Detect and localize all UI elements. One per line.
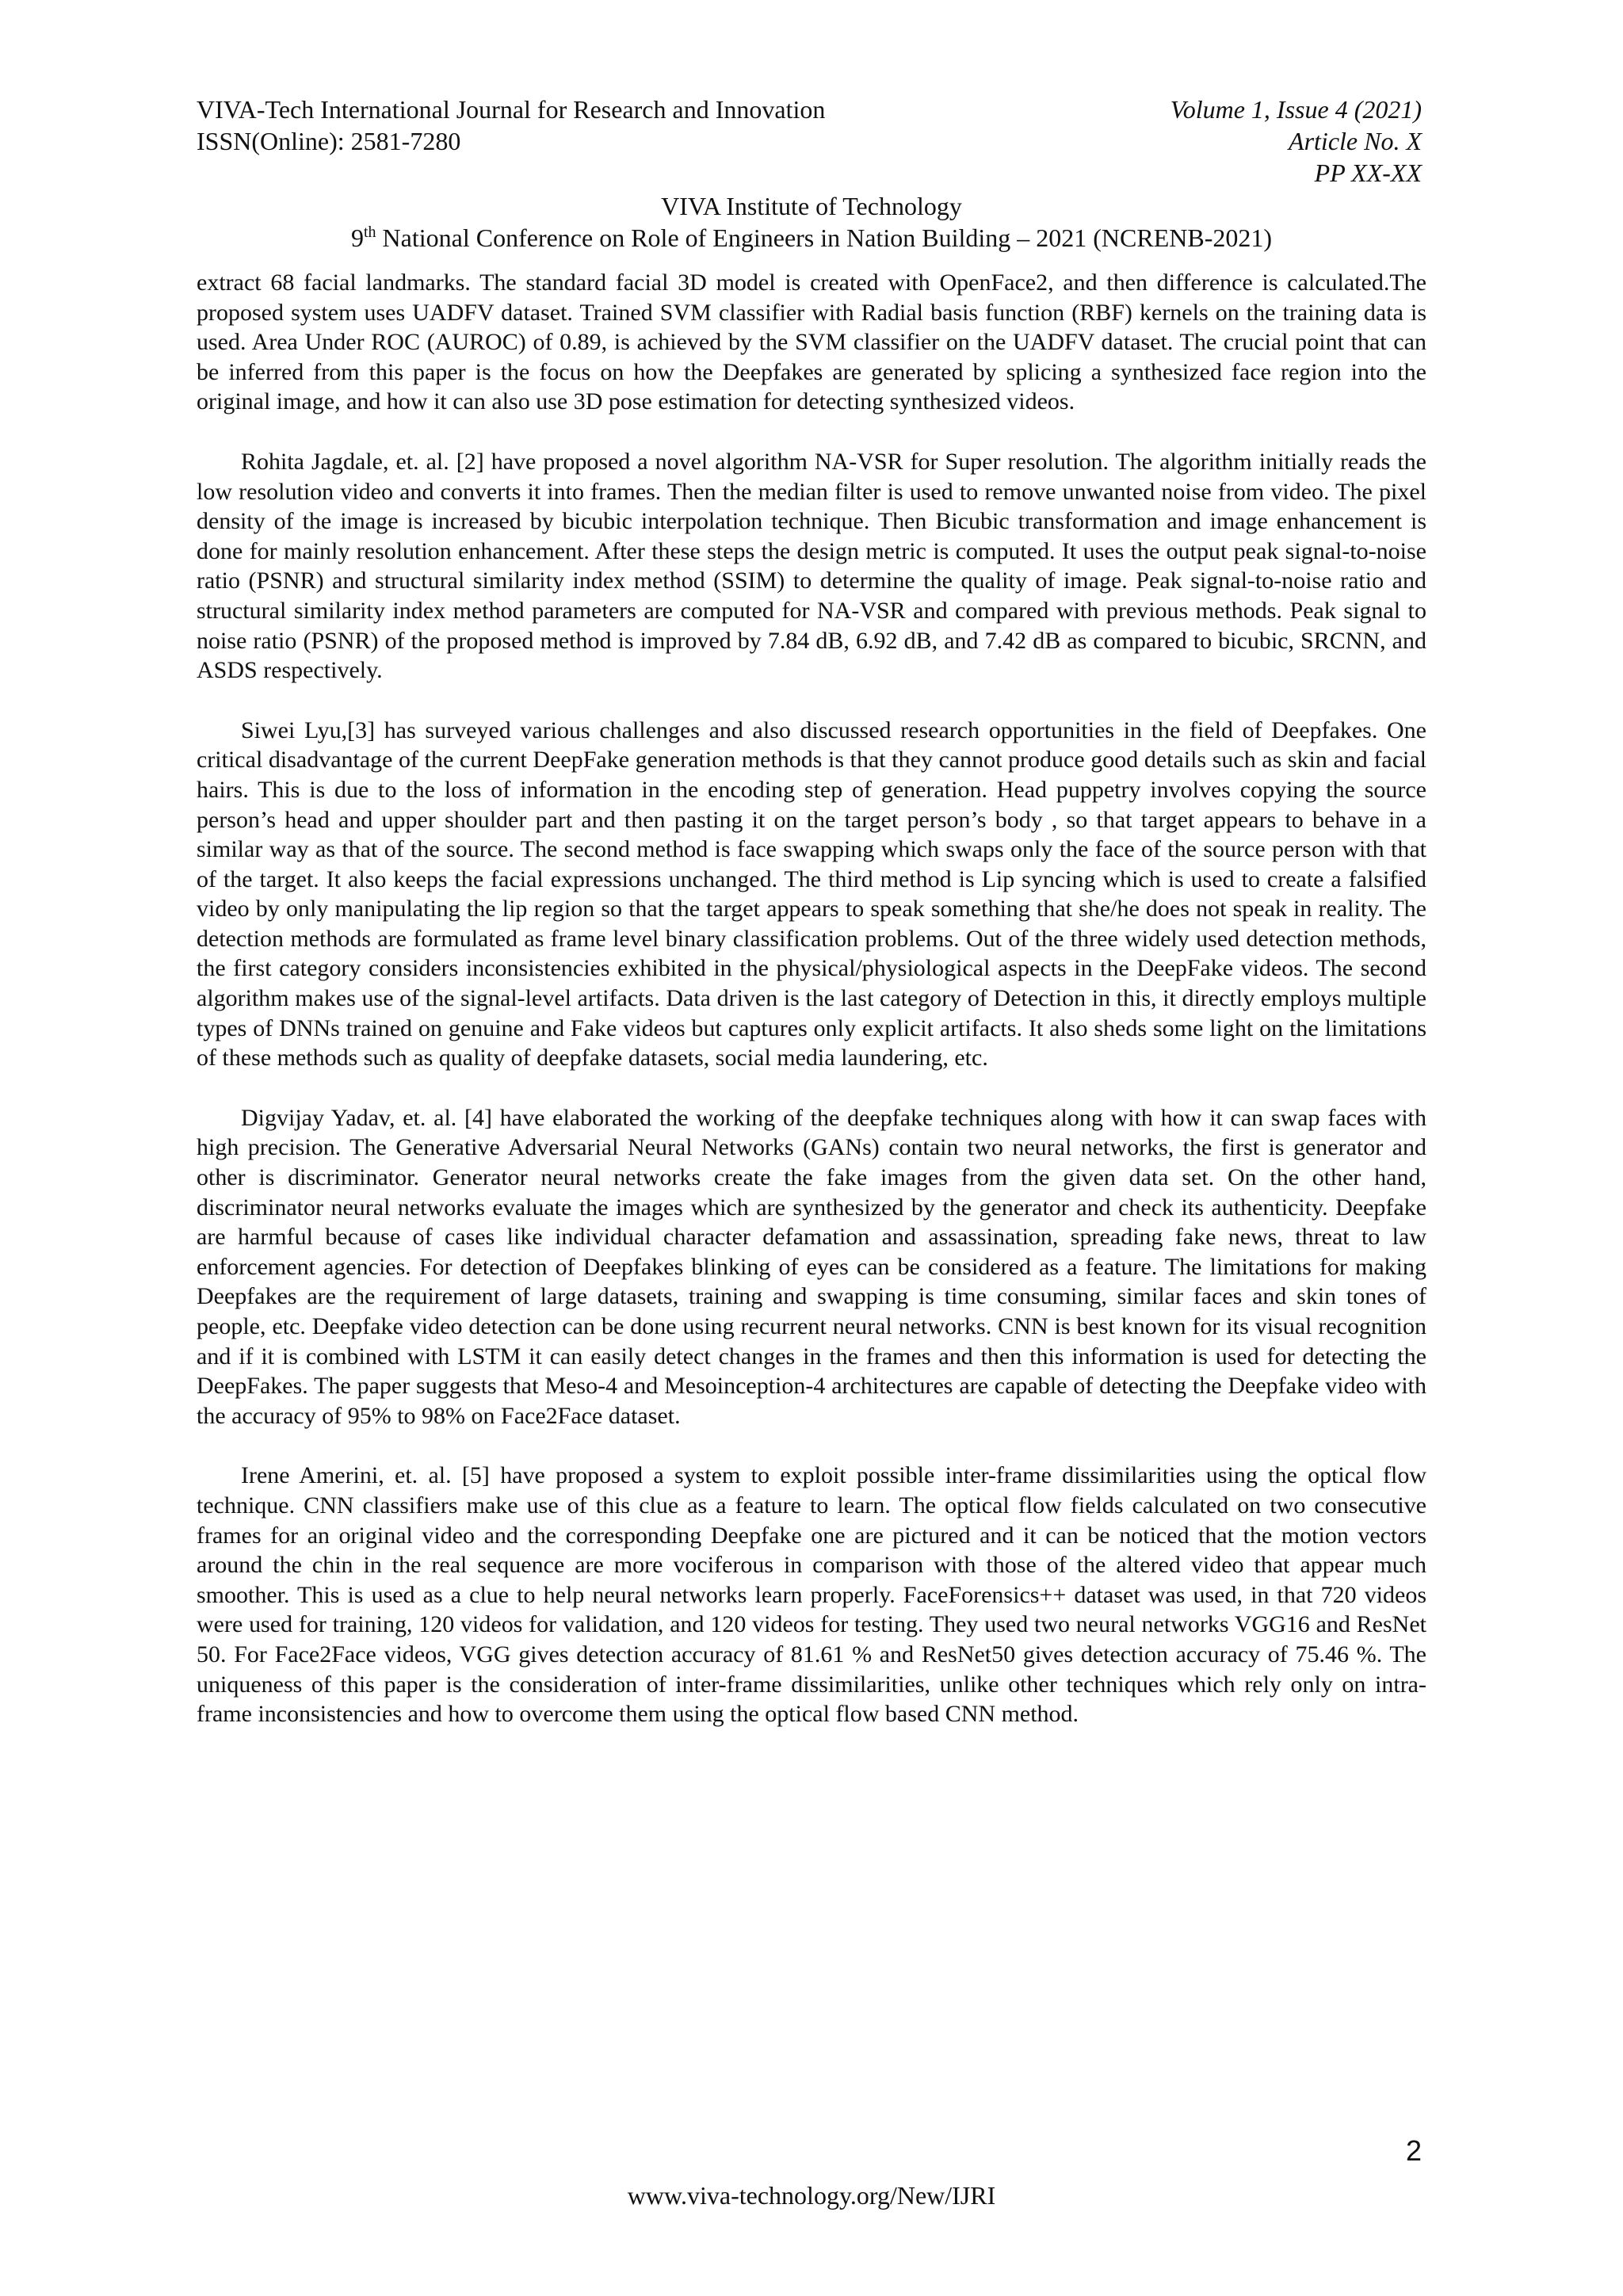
conference-title: National Conference on Role of Engineers in Nation Building – 2021 (NCRENB-2021) <box>376 223 1273 252</box>
conference-name <box>0 222 1623 254</box>
paragraph-amerini: Irene Amerini, et. al. [5] have proposed a system to exploit possible inter-frame dissimilarities using the optical flow technique. CNN classifiers make use of this clue as a feature to learn. The optical flow fields calculated on two consecutive frames for an original video and the corresponding Deepfake one are pictured and it can be noticed that the motion vectors around the chin in the real sequence are more vociferous in comparison with those of the altered video that appear much smoother. This is used as a clue to help neural networks learn properly. FaceForensics++ dataset was used, in that 720 videos were used for training, 120 videos for validation, and 120 videos for testing. They used two neural networks VGG16 and ResNet 50. For Face2Face videos, VGG gives detection accuracy of 81.61 % and ResNet50 gives detection accuracy of 75.46 %. The uniqueness of this paper is the consideration of inter-frame dissimilarities, unlike other techniques which rely only on intra-frame inconsistencies and how to overcome them using the optical flow based CNN method. <box>197 1462 1426 1728</box>
journal-issn: ISSN(Online): 2581-7280 <box>197 127 461 155</box>
paragraph-yadav: Digvijay Yadav, et. al. [4] have elaborated the working of the deepfake techniques along with how it can swap faces with high precision. The Generative Adversarial Neural Networks (GANs) contain two neural networks, the first is generator and other is discriminator. Generator neural networks create the fake images from the given data set. On the other hand, discriminator neural networks evaluate the images which are synthesized by the generator and check its authenticity. Deepfake are harmful because of cases like individual character defamation and assassination, spreading fake news, threat to law enforcement agencies. For detection of Deepfakes blinking of eyes can be considered as a feature. The limitations for making Deepfakes are the requirement of large datasets, training and swapping is time consuming, similar faces and skin tones of people, etc. Deepfake video detection can be done using recurrent neural networks. CNN is best known for its visual recognition and if it is combined with LSTM it can easily detect changes in the frames and then this information is used for detecting the DeepFakes. The paper suggests that Meso-4 and Mesoinception-4 architectures are capable of detecting the Deepfake video with the accuracy of 95% to 98% on Face2Face dataset. <box>197 1104 1426 1429</box>
conference-ordinal-suffix: th <box>363 223 376 241</box>
conference-ordinal: 9 <box>350 223 364 252</box>
page-number: 2 <box>1405 2134 1422 2167</box>
journal-header <box>197 94 825 157</box>
footer-url: www.viva-technology.org/New/IJRI <box>627 2181 996 2210</box>
journal-title: VIVA-Tech International Journal for Research and Innovation <box>197 95 826 124</box>
volume-issue: Volume 1, Issue 4 (2021) <box>1170 95 1422 124</box>
article-body <box>197 268 1426 1759</box>
article-number: Article No. X <box>1289 127 1422 155</box>
conference-header <box>0 190 1623 254</box>
paragraph-jagdale: Rohita Jagdale, et. al. [2] have proposed a novel algorithm NA-VSR for Super resolution. The algorithm initially reads the low resolution video and converts it into frames. Then the median filter is used to remove unwanted noise from video. The pixel density of the image is increased by bicubic interpolation technique. Then Bicubic transformation and image enhancement is done for mainly resolution enhancement. After these steps the design metric is computed. It uses the output peak signal-to-noise ratio (PSNR) and structural similarity index method (SSIM) to determine the quality of image. Peak signal-to-noise ratio and structural similarity index method parameters are computed for NA-VSR and compared with previous methods. Peak signal to noise ratio (PSNR) of the proposed method is improved by 7.84 dB, 6.92 dB, and 7.42 dB as compared to bicubic, SRCNN, and ASDS respectively. <box>197 448 1426 684</box>
institute-name: VIVA Institute of Technology <box>661 192 962 220</box>
issue-info <box>1170 94 1422 189</box>
paragraph-lyu: Siwei Lyu,[3] has surveyed various challenges and also discussed research opportunities in the field of Deepfakes. One critical disadvantage of the current DeepFake generation methods is that they cannot produce good details such as skin and facial hairs. This is due to the loss of information in the encoding step of generation. Head puppetry involves copying the source person’s head and upper shoulder part and then pasting it on the target person’s body , so that target appears to behave in a similar way as that of the source. The second method is face swapping which swaps only the face of the source person with that of the target. It also keeps the facial expressions unchanged. The third method is Lip syncing which is used to create a falsified video by only manipulating the lip region so that the target appears to speak something that she/he does not speak in reality. The detection methods are formulated as frame level binary classification problems. Out of the three widely used detection methods, the first category considers inconsistencies exhibited in the physical/physiological aspects in the DeepFake videos. The second algorithm makes use of the signal-level artifacts. Data driven is the last category of Detection in this, it directly employs multiple types of DNNs trained on genuine and Fake videos but captures only explicit artifacts. It also sheds some light on the limitations of these methods such as quality of deepfake datasets, social media laundering, etc. <box>197 716 1426 1072</box>
paragraph-landmarks: extract 68 facial landmarks. The standard facial 3D model is created with OpenFace2, and then difference is calculated.The proposed system uses UADFV dataset. Trained SVM classifier with Radial basis function (RBF) kernels on the training data is used. Area Under ROC (AUROC) of 0.89, is achieved by the SVM classifier on the UADFV dataset. The crucial point that can be inferred from this paper is the focus on how the Deepfakes are generated by splicing a synthesized face region into the original image, and how it can also use 3D pose estimation for detecting synthesized videos. <box>197 269 1426 415</box>
page-range: PP XX-XX <box>1314 159 1422 187</box>
